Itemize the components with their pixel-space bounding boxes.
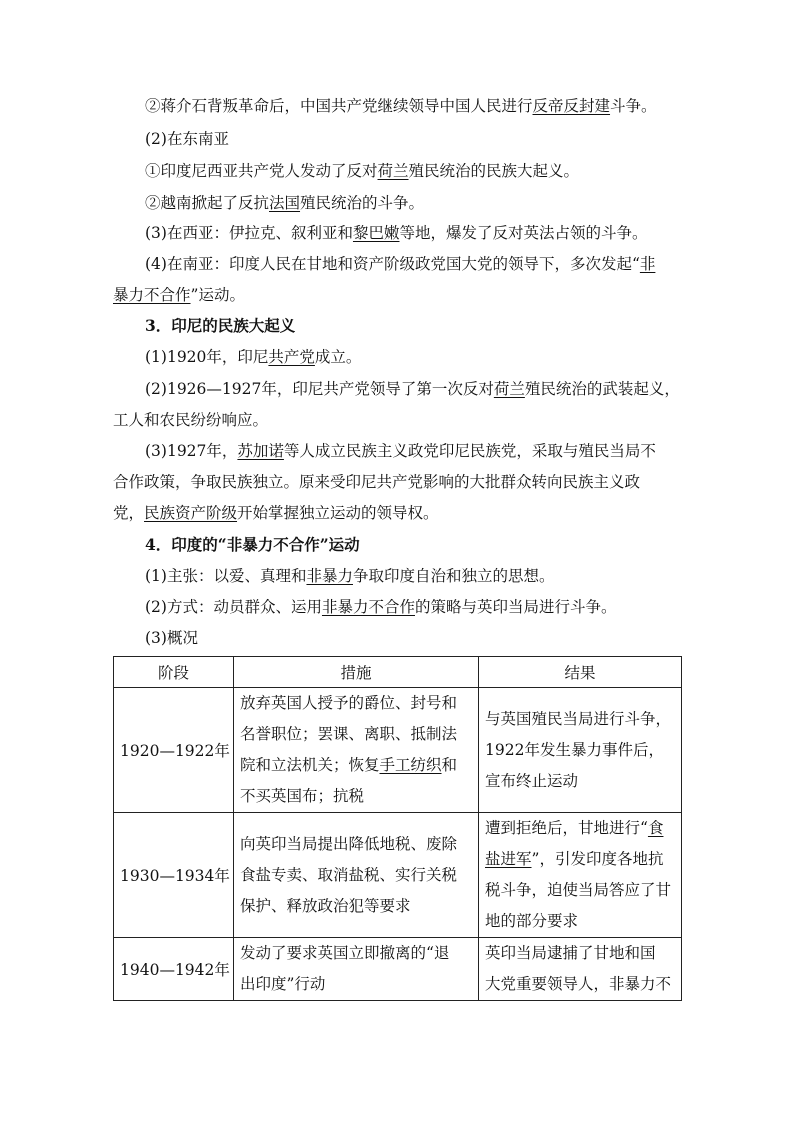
cell-line: 英印当局逮捕了甘地和国 — [485, 944, 656, 962]
measures-cell — [234, 813, 479, 938]
table-row — [114, 813, 682, 938]
text-line: 暴力不合作”运动。 — [113, 286, 245, 304]
stage-cell: 1940—1942年 — [114, 938, 234, 1001]
cell-line: 发动了要求英国立即撤离的“退 — [240, 944, 450, 962]
text-line: (3)1927年，苏加诺等人成立民族主义政党印尼民族党，采取与殖民当局不 — [145, 442, 656, 460]
result-cell — [479, 813, 682, 938]
header-stage: 阶段 — [114, 657, 234, 688]
cell-line: 遭到拒绝后，甘地进行“食 — [485, 819, 664, 837]
cell-line: 出印度”行动 — [240, 975, 326, 993]
text-line: ②蒋介石背叛革命后，中国共产党继续领导中国人民进行反帝反封建斗争。 — [145, 97, 657, 115]
text-line: ①印度尼西亚共产党人发动了反对荷兰殖民统治的民族大起义。 — [145, 162, 580, 180]
text-line: (1)主张：以爱、真理和非暴力争取印度自治和独立的思想。 — [145, 567, 555, 585]
cell-line: 宣布终止运动 — [485, 771, 579, 790]
text-line: (2)方式：动员群众、运用非暴力不合作的策略与英印当局进行斗争。 — [145, 598, 617, 616]
table-header-row — [114, 657, 682, 688]
text-line: 党，民族资产阶级开始掌握独立运动的领导权。 — [113, 504, 439, 522]
cell-line: 与英国殖民当局进行斗争， — [485, 709, 672, 728]
text-line: (3)概况 — [145, 629, 198, 647]
cell-line: 税斗争，迫使当局答应了甘 — [485, 881, 672, 899]
cell-line: 不买英国布；抗税 — [240, 787, 365, 805]
section-heading: 4．印度的“非暴力不合作”运动 — [145, 535, 360, 554]
measures-cell — [234, 688, 479, 813]
section-heading: 3．印尼的民族大起义 — [145, 316, 296, 335]
table-row — [114, 938, 682, 1001]
result-cell — [479, 688, 682, 813]
cell-line: 名誉职位；罢课、离职、抵制法 — [240, 725, 458, 743]
cell-line: 地的部分要求 — [485, 912, 579, 930]
cell-line: 院和立法机关；恢复手工纺织和 — [240, 756, 458, 774]
text-line: 合作政策，争取民族独立。原来受印尼共产党影响的大批群众转向民族主义政 — [113, 473, 641, 491]
header-measures: 措施 — [234, 657, 479, 688]
cell-line: 1922年发生暴力事件后， — [485, 740, 664, 759]
header-result: 结果 — [479, 657, 682, 688]
text-line: (3)在西亚：伊拉克、叙利亚和黎巴嫩等地，爆发了反对英法占领的斗争。 — [145, 224, 648, 242]
overview-table — [113, 656, 682, 1001]
text-line: (4)在南亚：印度人民在甘地和资产阶级政党国大党的领导下，多次发起“非 — [145, 255, 656, 273]
text-line: (2)1926—1927年，印尼共产党领导了第一次反对荷兰殖民统治的武装起义， — [145, 380, 680, 398]
text-line: 工人和农民纷纷响应。 — [113, 411, 269, 429]
cell-line: 向英印当局提出降低地税、废除 — [240, 834, 458, 853]
text-line: (1)1920年，印尼共产党成立。 — [145, 348, 362, 366]
cell-line: 食盐专卖、取消盐税、实行关税 — [240, 865, 458, 884]
table-row — [114, 688, 682, 813]
measures-cell — [234, 938, 479, 1001]
cell-line: 盐进军”，引发印度各地抗 — [485, 850, 664, 868]
text-line: ②越南掀起了反抗法国殖民统治的斗争。 — [145, 194, 425, 212]
stage-cell: 1930—1934年 — [114, 813, 234, 938]
cell-line: 保护、释放政治犯等要求 — [240, 896, 411, 915]
result-cell — [479, 938, 682, 1001]
cell-line: 大党重要领导人，非暴力不 — [485, 975, 672, 993]
cell-line: 放弃英国人授予的爵位、封号和 — [240, 694, 458, 712]
stage-cell: 1920—1922年 — [114, 688, 234, 813]
text-line: (2)在东南亚 — [145, 130, 229, 148]
